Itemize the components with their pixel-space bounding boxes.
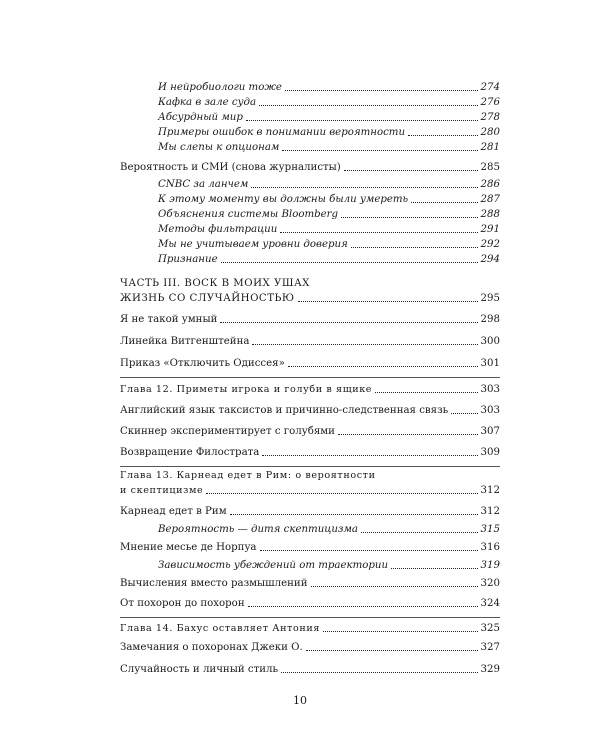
dot-leader	[262, 455, 477, 456]
toc-entry[interactable]	[120, 662, 500, 676]
toc-entry[interactable]	[158, 222, 500, 236]
dot-leader	[252, 344, 477, 345]
entry-title: Вероятность и СМИ (снова журналисты)	[120, 162, 341, 173]
entry-page: 278	[480, 112, 500, 123]
dot-leader	[282, 150, 477, 151]
entry-title: Кафка в зале суда	[158, 97, 257, 108]
toc-entry[interactable]	[120, 640, 500, 654]
toc-entry[interactable]	[158, 140, 500, 154]
chapter-entry[interactable]	[120, 483, 500, 497]
toc-entry[interactable]	[120, 403, 500, 417]
dot-leader	[260, 550, 478, 551]
toc-entry[interactable]	[120, 160, 500, 174]
entry-title: Мнение месье де Норпуа	[120, 542, 257, 553]
dot-leader	[280, 232, 477, 233]
toc-entry[interactable]	[158, 192, 500, 206]
entry-page: 294	[480, 254, 500, 265]
entry-title: Абсурдный мир	[158, 112, 243, 123]
entry-page: 287	[480, 194, 500, 205]
toc-entry[interactable]	[158, 522, 500, 536]
entry-title: Признание	[158, 254, 218, 265]
dot-leader	[341, 217, 477, 218]
entry-page: 274	[480, 82, 500, 93]
dot-leader	[220, 322, 477, 323]
dot-leader	[351, 247, 478, 248]
entry-page: 327	[480, 642, 500, 653]
entry-page: 285	[480, 162, 500, 173]
entry-title: Мы не учитываем уровни доверия	[158, 239, 348, 250]
toc-entry[interactable]	[120, 445, 500, 459]
entry-title: И нейробиологи тоже	[158, 82, 282, 93]
entry-page: 288	[480, 209, 500, 220]
part-heading-line2: ЖИЗНЬ СО СЛУЧАЙНОСТЬЮ	[120, 293, 295, 304]
chapter-entry[interactable]	[120, 621, 500, 635]
entry-title: Возвращение Филострата	[120, 447, 260, 458]
page-number: 10	[293, 694, 307, 707]
entry-page: 325	[480, 623, 500, 634]
toc-entry[interactable]	[120, 356, 500, 370]
entry-page: 316	[480, 542, 500, 553]
toc-entry[interactable]	[120, 504, 500, 518]
entry-title: Вероятность — дитя скептицизма	[158, 524, 359, 535]
dot-leader	[259, 105, 478, 106]
chapter-entry[interactable]	[120, 382, 500, 396]
entry-page: 320	[480, 578, 500, 589]
toc-entry[interactable]	[120, 596, 500, 610]
entry-title: Примеры ошибок в понимании вероятности	[158, 127, 406, 138]
dot-leader	[248, 606, 478, 607]
section-divider	[120, 377, 500, 378]
entry-page: 315	[480, 524, 500, 535]
entry-page: 295	[480, 293, 500, 304]
part-heading-entry[interactable]	[120, 291, 500, 305]
toc-entry[interactable]	[158, 252, 500, 266]
dot-leader	[323, 631, 478, 632]
toc-entry[interactable]	[158, 125, 500, 139]
chapter-title-line2: и скептицизме	[120, 485, 204, 496]
entry-page: 286	[480, 179, 500, 190]
entry-page: 312	[480, 506, 500, 517]
entry-page: 291	[480, 224, 500, 235]
dot-leader	[288, 366, 478, 367]
entry-title: Скиннер экспериментирует с голубями	[120, 426, 335, 437]
entry-page: 298	[480, 314, 500, 325]
toc-entry[interactable]	[120, 540, 500, 554]
entry-page: 312	[480, 485, 500, 496]
dot-leader	[451, 413, 477, 414]
dot-leader	[311, 586, 478, 587]
entry-page: 324	[480, 598, 500, 609]
toc-entry[interactable]	[158, 80, 500, 94]
entry-page: 319	[480, 560, 500, 571]
section-divider	[120, 466, 500, 467]
toc-entry[interactable]	[158, 110, 500, 124]
dot-leader	[221, 262, 478, 263]
dot-leader	[230, 514, 478, 515]
entry-title: CNBC за ланчем	[158, 179, 249, 190]
dot-leader	[411, 202, 477, 203]
dot-leader	[306, 650, 478, 651]
toc-entry[interactable]	[120, 424, 500, 438]
dot-leader	[298, 301, 478, 302]
entry-page: 303	[480, 405, 500, 416]
toc-entry[interactable]	[158, 558, 500, 572]
entry-title: Мы слепы к опционам	[158, 142, 280, 153]
entry-title: Случайность и личный стиль	[120, 664, 279, 675]
entry-title: Зависимость убеждений от траектории	[158, 560, 389, 571]
dot-leader	[338, 434, 478, 435]
dot-leader	[206, 493, 477, 494]
chapter-title: Глава 14. Бахус оставляет Антония	[120, 623, 321, 634]
entry-page: 300	[480, 336, 500, 347]
entry-title: К этому моменту вы должны были умереть	[158, 194, 409, 205]
toc-entry[interactable]	[158, 207, 500, 221]
chapter-title: Глава 12. Приметы игрока и голуби в ящике	[120, 384, 373, 395]
dot-leader	[285, 90, 478, 91]
entry-title: Объяснения системы Bloomberg	[158, 209, 339, 220]
entry-page: 281	[480, 142, 500, 153]
entry-page: 309	[480, 447, 500, 458]
dot-leader	[375, 392, 477, 393]
entry-page: 329	[480, 664, 500, 675]
dot-leader	[251, 187, 477, 188]
toc-entry[interactable]	[158, 177, 500, 191]
entry-page: 276	[480, 97, 500, 108]
entry-title: Методы фильтрации	[158, 224, 278, 235]
entry-title: Я не такой умный	[120, 314, 218, 325]
entry-title: Карнеад едет в Рим	[120, 506, 227, 517]
part-heading-line1: ЧАСТЬ III. ВОСК В МОИХ УШАХ	[120, 278, 310, 289]
dot-leader	[408, 135, 478, 136]
dot-leader	[391, 568, 478, 569]
toc-entry[interactable]	[120, 576, 500, 590]
dot-leader	[281, 672, 478, 673]
dot-leader	[361, 532, 478, 533]
entry-page: 280	[480, 127, 500, 138]
entry-page: 307	[480, 426, 500, 437]
toc-entry[interactable]	[158, 237, 500, 251]
entry-page: 292	[480, 239, 500, 250]
entry-page: 301	[480, 358, 500, 369]
entry-title: Линейка Витгенштейна	[120, 336, 250, 347]
toc-entry[interactable]	[120, 312, 500, 326]
dot-leader	[344, 170, 478, 171]
entry-title: Вычисления вместо размышлений	[120, 578, 308, 589]
entry-title: Приказ «Отключить Одиссея»	[120, 358, 285, 369]
section-divider	[120, 617, 500, 618]
entry-title: От похорон до похорон	[120, 598, 245, 609]
toc-entry[interactable]	[120, 334, 500, 348]
entry-title: Замечания о похоронах Джеки О.	[120, 642, 303, 653]
entry-page: 303	[480, 384, 500, 395]
dot-leader	[246, 120, 478, 121]
toc-entry[interactable]	[158, 95, 500, 109]
entry-title: Английский язык таксистов и причинно-следственная связь	[120, 405, 449, 416]
chapter-title-line1: Глава 13. Карнеад едет в Рим: о вероятности	[120, 470, 376, 481]
